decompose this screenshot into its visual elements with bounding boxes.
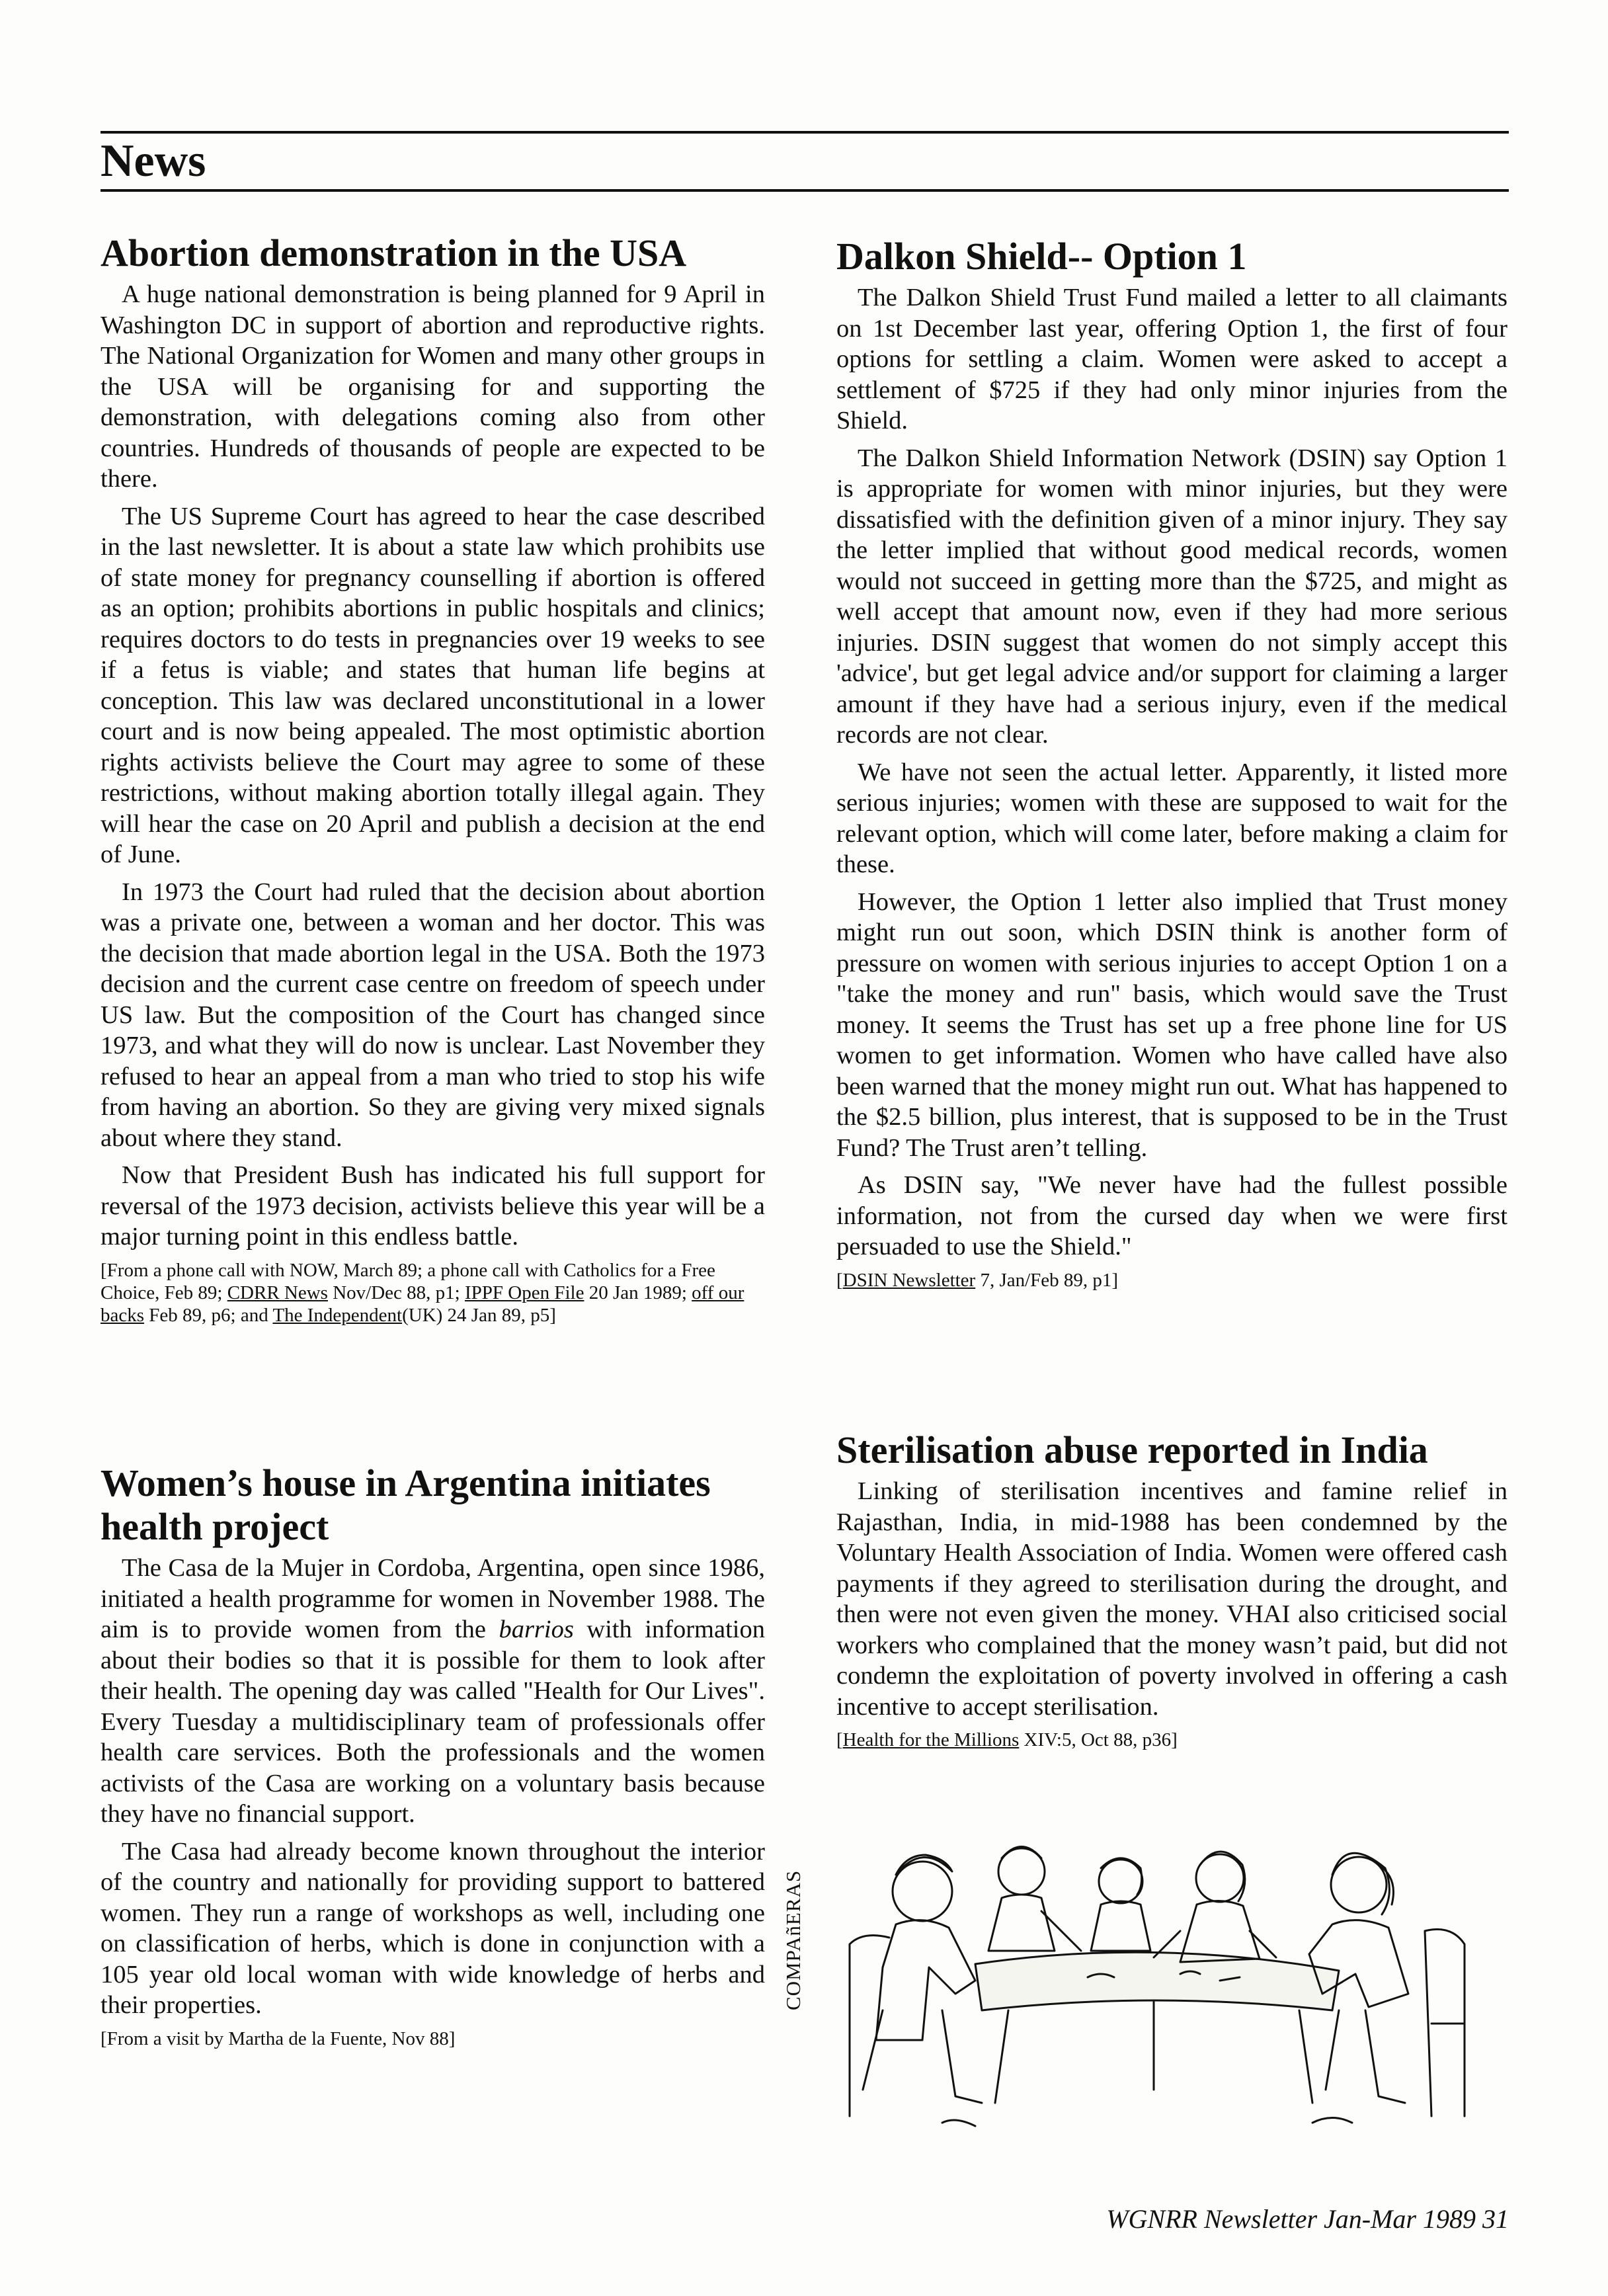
paragraph-text: with information about their bodies so that it is possible for them to look after their health. The opening day was called "Health for Our Lives". Every Tuesday a multidisciplinary team of professionals offer health care services. Both the professionals and the women activists of the Casa are working on a voluntary basis because they have no financial support. [100,1616,765,1828]
source-citation-link: off our backs [100,1282,744,1326]
article-paragraph [100,1553,765,1830]
source-citation-link: CDRR News [227,1282,328,1303]
source-citation-link: IPPF Open File [464,1282,584,1303]
source-text: [ [836,1269,843,1291]
women-around-table-illustration-icon [810,1812,1498,2169]
source-citation-link: The Independent [272,1304,403,1326]
source-text: XIV:5, Oct 88, p36] [1019,1729,1178,1750]
source-text: 20 Jan 1989; [584,1282,692,1303]
article-paragraph: Now that President Bush has indicated his full support for reversal of the 1973 decision, activists believe this year will be a major turning point in this endless battle. [100,1161,765,1250]
article-title: Abortion demonstration in the USA [100,231,687,274]
section-title: News [100,136,206,186]
article-paragraph: Linking of sterilisation incentives and famine relief in Rajasthan, India, in mid-1988 has been condemned by the Voluntary Health Association of India. Women were offered cash payments if they agreed to sterilisation during the drought, and then were not even given the money. VHAI also criticised social workers who complained that the money wasn’t paid, but did not condemn the exploitation of poverty involved in offering a cash incentive to accept sterilisation. [836,1477,1508,1721]
illustration-credit: COMPAñERAS [782,1869,805,2010]
paragraph-emphasis: barrios [499,1616,574,1643]
article-dalkon-shield [836,235,1508,1292]
article-paragraph: In 1973 the Court had ruled that the decision about abortion was a private one, between a woman and her doctor. This was the decision that made abortion legal in the USA. Both the 1973 decision and the current case centre on freedom of speech under US law. But the composition of the Court has changed since 1973, and what they will do now is unclear. Last November they refused to hear an appeal from a man who tried to stop his wife from having an abortion. So they are giving very mixed signals about where they stand. [100,878,765,1152]
article-source [100,1259,765,1327]
article-source [836,1269,1508,1292]
article-source: [From a visit by Martha de la Fuente, Nov 88] [100,2028,456,2049]
article-title: Women’s house in Argentina initiates health project [100,1461,711,1548]
article-paragraph: The US Supreme Court has agreed to hear the case described in the last newsletter. It is about a state law which prohibits use of state money for pregnancy counselling if abortion is offered as an option; prohibits abortions in public hospitals and clinics; requires doctors to do tests in pregnancies over 19 weeks to see if a fetus is viable; and states that human life begins at conception. This law was declared unconstitutional in a lower court and is now being appealed. The most optimistic abortion rights activists believe the Court may agree to some of these restrictions, without making abortion totally illegal again. They will hear the case on 20 April and publish a decision at the end of June. [100,502,765,868]
header-bottom-rule [100,189,1509,192]
source-text: [From a phone call with NOW, March 89; a phone call with Catholics for a Free Choice, Feb 89; [100,1259,715,1303]
article-india [836,1428,1508,1751]
article-paragraph: The Dalkon Shield Information Network (DSIN) say Option 1 is appropriate for women with minor injuries, but they were dissatisfied with the definition given of a minor injury. They say the letter implied that without good medical records, women would not succeed in getting more than the $725, and might as well accept that amount now, even if they had more serious injuries. DSIN suggest that women do not simply accept this 'advice', but get legal advice and/or support for claiming a larger amount if they have had a serious injury, even if the medical records are not clear. [836,444,1508,749]
article-title: Dalkon Shield-- Option 1 [836,235,1247,278]
article-paragraph: The Dalkon Shield Trust Fund mailed a letter to all claimants on 1st December last year, offering Option 1, the first of four options for settling a claim. Women were asked to accept a settlement of $725 if they had only minor injuries from the Shield. [836,284,1508,434]
article-paragraph: A huge national demonstration is being planned for 9 April in Washington DC in support of abortion and reproductive rights. The National Organization for Women and many other groups in the USA will be organising for and supporting the demonstration, with delegations coming also from other countries. Hundreds of thousands of people are expected to be there. [100,280,765,493]
source-text: 7, Jan/Feb 89, p1] [975,1269,1119,1291]
article-paragraph: However, the Option 1 letter also implied that Trust money might run out soon, which DSIN think is another form of pressure on women with serious injuries to accept Option 1 on a "take the money and run" basis, which would save the Trust money. It seems the Trust has set up a free phone line for US women to get information. Women who have called have also been warned that the money might run out. What has happened to the $2.5 billion, plus interest, that is supposed to be in the Trust Fund? The Trust aren’t telling. [836,887,1508,1162]
paragraph-text: The Casa de la Mujer in Cordoba, Argentina, open since 1986, initiated a health programme for women in November 1988. The aim is to provide women from the [100,1554,765,1643]
article-paragraph: As DSIN say, "We never have had the fullest possible information, not from the cursed day when we were first persuaded to use the Shield." [836,1171,1508,1260]
source-citation-link: Health for the Millions [842,1729,1020,1750]
source-text: (UK) 24 Jan 89, p5] [402,1304,556,1326]
article-source [836,1729,1508,1751]
article-argentina [100,1461,765,2050]
article-paragraph: The Casa had already become known throughout the interior of the country and nationally for providing support to battered women. They run a range of workshops as well, including one on classification of herbs, which is done in conjunction with a 105 year old local woman with wide knowledge of herbs and their properties. [100,1837,765,2019]
source-text: [ [836,1729,843,1750]
source-text: Nov/Dec 88, p1; [327,1282,465,1303]
article-paragraph: We have not seen the actual letter. Apparently, it listed more serious injuries; women with these are supposed to wait for the relevant option, which will come later, before making a claim for these. [836,758,1508,878]
article-title: Sterilisation abuse reported in India [836,1428,1428,1471]
article-abortion [100,231,765,1327]
header-top-rule [100,131,1509,134]
source-text: Feb 89, p6; and [144,1304,273,1326]
source-citation-link: DSIN Newsletter [842,1269,976,1291]
page-footer: WGNRR Newsletter Jan-Mar 1989 31 [1106,2204,1509,2234]
